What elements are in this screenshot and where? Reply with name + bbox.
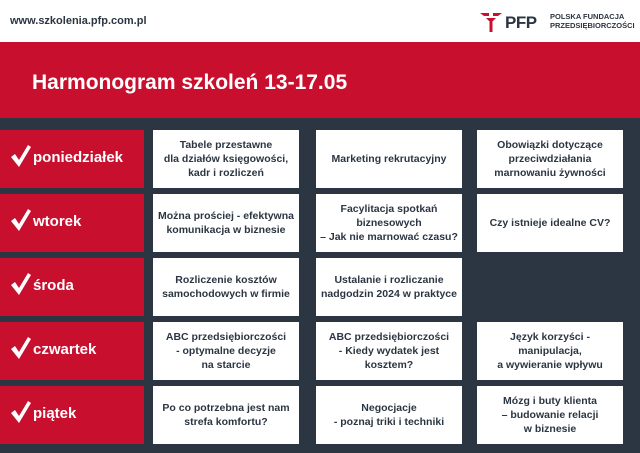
checkmark-icon [10,400,32,424]
website-link[interactable]: www.szkolenia.pfp.com.pl [10,15,147,27]
session-cell: Ustalanie i rozliczanie nadgodzin 2024 w praktyce [316,258,462,316]
day-label: piątek [33,405,77,422]
day-monday [0,130,144,188]
session-cell: Język korzyści - manipulacja, a wywieranie wpływu [477,322,623,380]
day-wednesday [0,258,144,316]
session-cell: Czy istnieje idealne CV? [477,194,623,252]
pfp-logo-icon [478,9,504,33]
logo-subtitle-line-2: PRZEDSIĘBIORCZOŚCI [550,21,635,30]
session-cell: Po co potrzebna jest nam strefa komfortu? [153,386,299,444]
checkmark-icon [10,336,32,360]
session-cell: ABC przedsiębiorczości - optymalne decyzje na starcie [153,322,299,380]
day-tuesday [0,194,144,252]
session-cell: Można prościej - efektywna komunikacja w biznesie [153,194,299,252]
session-cell: Facylitacja spotkań biznesowych – Jak nie marnować czasu? [316,194,462,252]
day-label: czwartek [33,341,97,358]
day-thursday [0,322,144,380]
session-cell: Rozliczenie kosztów samochodowych w firmie [153,258,299,316]
session-cell: Obowiązki dotyczące przeciwdziałania marnowaniu żywności [477,130,623,188]
day-label: środa [33,277,74,294]
pfp-logo [478,9,638,35]
day-friday [0,386,144,444]
top-bar [0,0,640,42]
logo-subtitle [550,12,635,30]
checkmark-icon [10,272,32,296]
logo-subtitle-line-1: POLSKA FUNDACJA [550,12,625,21]
session-cell: Tabele przestawne dla działów księgowości, kadr i rozliczeń [153,130,299,188]
title-banner [0,42,640,118]
session-cell: Mózg i buty klienta – budowanie relacji w biznesie [477,386,623,444]
session-cell: Negocjacje - poznaj triki i techniki [316,386,462,444]
checkmark-icon [10,208,32,232]
session-cell: Marketing rekrutacyjny [316,130,462,188]
session-cell: ABC przedsiębiorczości - Kiedy wydatek jest kosztem? [316,322,462,380]
day-label: wtorek [33,213,82,230]
day-label: poniedziałek [33,149,124,166]
logo-text: PFP [505,13,537,32]
page-title: Harmonogram szkoleń 13-17.05 [32,71,348,94]
checkmark-icon [10,144,32,168]
